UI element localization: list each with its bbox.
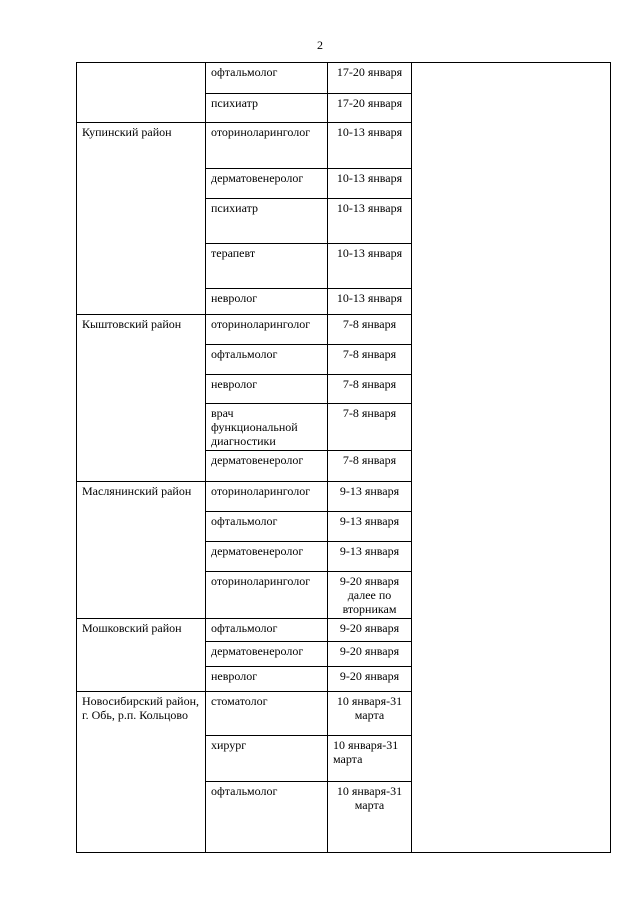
- specialty-cell: дерматовенеролог: [206, 642, 328, 667]
- specialty-cell: невролог: [206, 289, 328, 315]
- dates-cell: 10-13 января: [328, 123, 412, 169]
- specialty-cell: психиатр: [206, 199, 328, 244]
- dates-cell: 9-20 января: [328, 667, 412, 692]
- specialty-cell: врач функциональной диагностики: [206, 404, 328, 451]
- dates-cell: 9-20 января: [328, 619, 412, 642]
- specialty-cell: дерматовенеролог: [206, 169, 328, 199]
- specialty-cell: психиатр: [206, 94, 328, 123]
- specialty-cell: оториноларинголог: [206, 315, 328, 345]
- dates-cell: 7-8 января: [328, 375, 412, 404]
- dates-cell: 10-13 января: [328, 244, 412, 289]
- dates-cell: 9-13 января: [328, 512, 412, 542]
- specialty-cell: хирург: [206, 736, 328, 782]
- specialty-cell: офтальмолог: [206, 619, 328, 642]
- notes-cell: [412, 63, 611, 853]
- dates-cell: 7-8 января: [328, 315, 412, 345]
- specialty-cell: стоматолог: [206, 692, 328, 736]
- schedule-table: [76, 62, 611, 853]
- specialty-cell: оториноларинголог: [206, 123, 328, 169]
- specialty-cell: невролог: [206, 375, 328, 404]
- specialty-cell: офтальмолог: [206, 63, 328, 94]
- specialty-cell: офтальмолог: [206, 512, 328, 542]
- specialty-cell: оториноларинголог: [206, 572, 328, 619]
- page-number: 2: [317, 38, 323, 52]
- table-row: [77, 63, 611, 94]
- specialty-cell: дерматовенеролог: [206, 451, 328, 482]
- specialty-cell: невролог: [206, 667, 328, 692]
- dates-cell: 9-13 января: [328, 482, 412, 512]
- schedule-body: [77, 63, 611, 853]
- dates-cell: 9-13 января: [328, 542, 412, 572]
- district-cell: Кыштовский район: [77, 315, 206, 482]
- district-cell: Мошковский район: [77, 619, 206, 692]
- specialty-cell: офтальмолог: [206, 782, 328, 853]
- dates-cell: 17-20 января: [328, 94, 412, 123]
- dates-cell: 7-8 января: [328, 451, 412, 482]
- district-cell: Новосибирский район, г. Обь, р.п. Кольцово: [77, 692, 206, 853]
- district-cell: Купинский район: [77, 123, 206, 315]
- district-cell: [77, 63, 206, 123]
- dates-cell: 10-13 января: [328, 199, 412, 244]
- dates-cell: 7-8 января: [328, 404, 412, 451]
- dates-cell: 10 января-31 марта: [328, 692, 412, 736]
- dates-cell: 7-8 января: [328, 345, 412, 375]
- dates-cell: 9-20 января далее по вторникам: [328, 572, 412, 619]
- specialty-cell: оториноларинголог: [206, 482, 328, 512]
- dates-cell: 10-13 января: [328, 289, 412, 315]
- specialty-cell: дерматовенеролог: [206, 542, 328, 572]
- dates-cell: 10 января-31 марта: [328, 736, 412, 782]
- dates-cell: 10 января-31 марта: [328, 782, 412, 853]
- specialty-cell: офтальмолог: [206, 345, 328, 375]
- district-cell: Маслянинский район: [77, 482, 206, 619]
- dates-cell: 10-13 января: [328, 169, 412, 199]
- dates-cell: 9-20 января: [328, 642, 412, 667]
- specialty-cell: терапевт: [206, 244, 328, 289]
- dates-cell: 17-20 января: [328, 63, 412, 94]
